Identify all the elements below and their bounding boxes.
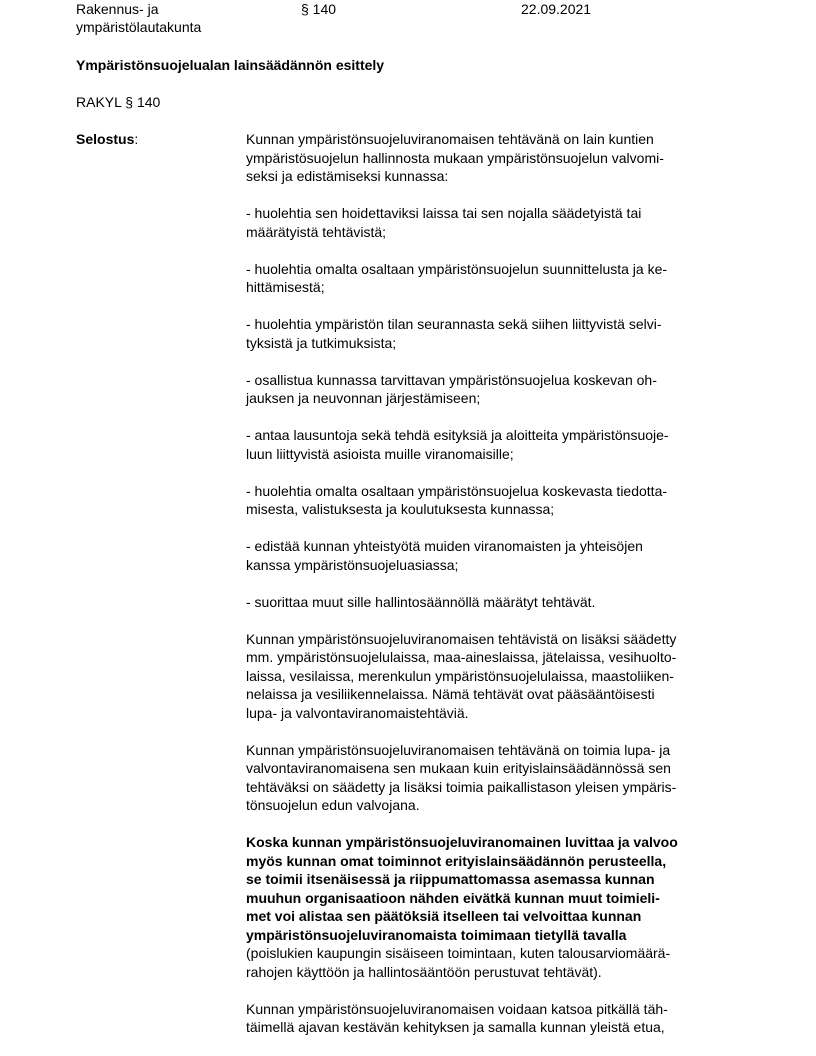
text-line: Kunnan ympäristönsuojeluviranomaisen tehtävistä on lisäksi säädetty — [246, 630, 677, 647]
text-line: kanssa ympäristönsuojeluasiassa; — [246, 556, 459, 573]
text-line: - edistää kunnan yhteistyötä muiden viranomaisten ja yhteisöjen — [246, 538, 643, 554]
header-department-line: Rakennus- ja — [76, 1, 159, 17]
header-date: 22.09.2021 — [521, 1, 592, 17]
text-line: - huolehtia omalta osaltaan ympäristönsuojelun suunnittelusta ja ke- — [246, 260, 668, 277]
text-line: täimellä ajavan kestävän kehityksen ja samalla kunnan yleistä etua, — [246, 1019, 665, 1035]
text-line: hittämisestä; — [246, 279, 325, 295]
text-line: laissa, vesilaissa, merenkulun ympäristönsuojelulaissa, maastoliiken- — [246, 667, 674, 684]
text-line: - huolehtia omalta osaltaan ympäristönsuojelua koskevasta tiedotta- — [246, 482, 668, 499]
body-paragraph — [246, 482, 746, 519]
body-paragraph — [246, 130, 746, 186]
body-paragraph — [246, 371, 746, 408]
text-line: valvontaviranomaisena sen mukaan kuin erityislainsäädännössä sen — [246, 760, 671, 776]
text-line: tehtäväksi on säädetty ja lisäksi toimia paikallistason yleisen ympäris- — [246, 778, 677, 795]
text-line: se toimii itsenäisessä ja riippumattomassa asemassa kunnan — [246, 871, 655, 887]
text-line: mm. ympäristönsuojelulaissa, maa-aineslaissa, jätelaissa, vesihuolto- — [246, 649, 677, 665]
document-title: Ympäristönsuojelualan lainsäädännön esittely — [76, 57, 385, 73]
text-line: - huolehtia sen hoidettaviksi laissa tai sen nojalla säädetyistä tai — [246, 205, 642, 221]
text-line: misesta, valistuksesta ja koulutuksesta kunnassa; — [246, 501, 555, 517]
text-line: ympäristönsuojeluviranomaista toimimaan tietyllä tavalla — [246, 926, 627, 943]
text-line: muuhun organisaatioon nähden eivätkä kunnan muut toimieli- — [246, 889, 660, 906]
body-paragraph — [246, 630, 746, 723]
body-paragraph — [246, 426, 746, 463]
text-line: - huolehtia ympäristön tilan seurannasta sekä siihen liittyvistä selvi- — [246, 316, 662, 332]
body-paragraph — [246, 260, 746, 297]
last-paragraph — [246, 1000, 746, 1037]
bold-paragraph-emphasis — [246, 833, 746, 944]
text-line: - antaa lausuntoja sekä tehdä esityksiä ja aloitteita ympäristönsuoje- — [246, 427, 669, 443]
text-line: (poislukien kaupungin sisäiseen toimintaan, kuten talousarviomäärä- — [246, 945, 671, 961]
text-line: tyksistä ja tutkimuksista; — [246, 334, 397, 351]
text-line: Kunnan ympäristönsuojeluviranomaisen voidaan katsoa pitkällä täh- — [246, 1000, 668, 1017]
text-line: nelaissa ja vesiliikennelaissa. Nämä tehtävät ovat pääsääntöisesti — [246, 686, 655, 702]
text-line: Kunnan ympäristönsuojeluviranomaisen tehtävänä on toimia lupa- ja — [246, 741, 671, 758]
header-section-number: § 140 — [301, 1, 337, 17]
section-label — [76, 130, 138, 148]
bold-paragraph-continuation — [246, 944, 746, 981]
bold-paragraph — [246, 833, 746, 981]
text-line: jauksen ja neuvonnan järjestämiseen; — [246, 390, 481, 406]
document-body — [246, 130, 746, 1055]
header-department — [76, 0, 201, 36]
text-line: seksi ja edistämiseksi kunnassa: — [246, 168, 449, 184]
text-line: - osallistua kunnassa tarvittavan ympäristönsuojelua koskevan oh- — [246, 371, 657, 388]
header-department-line: ympäristölautakunta — [76, 19, 202, 35]
text-line: met voi alistaa sen päätöksiä itselleen tai velvoittaa kunnan — [246, 908, 642, 924]
document-reference: RAKYL § 140 — [76, 94, 161, 110]
section-label-text: Selostus — [76, 131, 135, 147]
text-line: - suorittaa muut sille hallintosäännöllä määrätyt tehtävät. — [246, 593, 596, 610]
text-line: rahojen käyttöön ja hallintosääntöön perustuvat tehtävät). — [246, 963, 602, 980]
text-line: ympäristösuojelun hallinnosta mukaan ympäristönsuojelun valvomi- — [246, 149, 664, 166]
text-line: lupa- ja valvontaviranomaistehtäviä. — [246, 704, 469, 721]
text-line: määrätyistä tehtävistä; — [246, 223, 387, 240]
text-line: myös kunnan omat toiminnot erityislainsäädännön perusteella, — [246, 852, 667, 869]
body-paragraph — [246, 537, 746, 574]
body-paragraph — [246, 315, 746, 352]
body-paragraph — [246, 204, 746, 241]
section-label-suffix: : — [134, 131, 139, 147]
body-paragraph — [246, 741, 746, 815]
text-line: Koska kunnan ympäristönsuojeluviranomainen luvittaa ja valvoo — [246, 834, 678, 850]
text-line: Kunnan ympäristönsuojeluviranomaisen tehtävänä on lain kuntien — [246, 131, 654, 147]
body-paragraph — [246, 593, 746, 612]
text-line: tönsuojelun edun valvojana. — [246, 797, 420, 813]
text-line: luun liittyvistä asioista muille viranomaisille; — [246, 445, 514, 462]
